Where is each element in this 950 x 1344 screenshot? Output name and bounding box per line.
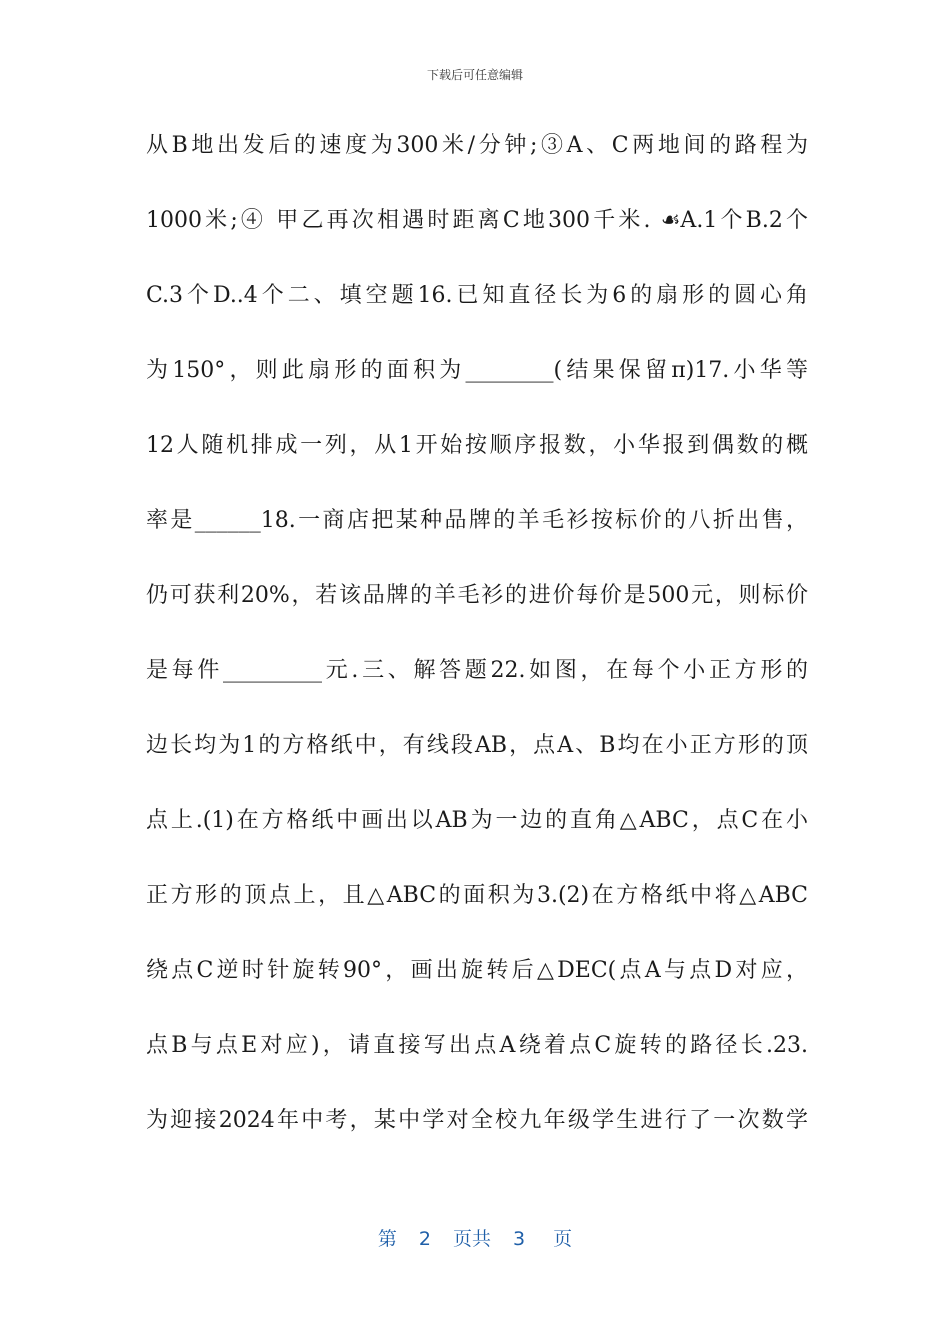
text-line-5: 12人随机排成一列，从1开始按顺序报数，小华报到偶数的概 [146, 433, 808, 458]
page-current: 2 [418, 1228, 431, 1250]
text-line-14: 为迎接2024年中考，某中学对全校九年级学生进行了一次数学 [146, 1108, 808, 1133]
page-prefix: 第 [377, 1228, 397, 1250]
text-line-9: 边长均为1的方格纸中，有线段AB，点A、B均在小正方形的顶 [146, 733, 808, 758]
text-line-8: 是每件_________元.三、解答题22.如图，在每个小正方形的 [146, 658, 808, 683]
page-middle: 页共 [452, 1228, 491, 1250]
text-line-11: 正方形的顶点上，且△ABC的面积为3.(2)在方格纸中将△ABC [146, 883, 808, 908]
page-total: 3 [513, 1228, 526, 1250]
text-line-13: 点B与点E对应)，请直接写出点A绕着点C旋转的路径长.23. [146, 1033, 808, 1058]
text-line-2: 1000米;④ 甲乙再次相遇时距离C地300千米. ☙A.1个B.2个 [146, 208, 808, 233]
page-footer [0, 1224, 950, 1251]
text-line-3: C.3个D..4个二、填空题16.已知直径长为6的扇形的圆心角 [146, 283, 808, 308]
page-suffix: 页 [553, 1228, 573, 1250]
text-line-10: 点上.(1)在方格纸中画出以AB为一边的直角△ABC，点C在小 [146, 808, 808, 833]
text-line-1: 从B地出发后的速度为300米/分钟;③A、C两地间的路程为 [146, 133, 808, 158]
text-line-7: 仍可获利20%，若该品牌的羊毛衫的进价每价是500元，则标价 [146, 583, 808, 608]
text-line-12: 绕点C逆时针旋转90°，画出旋转后△DEC(点A与点D对应， [146, 958, 808, 983]
text-line-4: 为150°，则此扇形的面积为________(结果保留π)17.小华等 [146, 358, 808, 383]
text-line-6: 率是______18.一商店把某种品牌的羊毛衫按标价的八折出售， [146, 508, 808, 533]
header-note: 下载后可任意编辑 [426, 68, 523, 82]
